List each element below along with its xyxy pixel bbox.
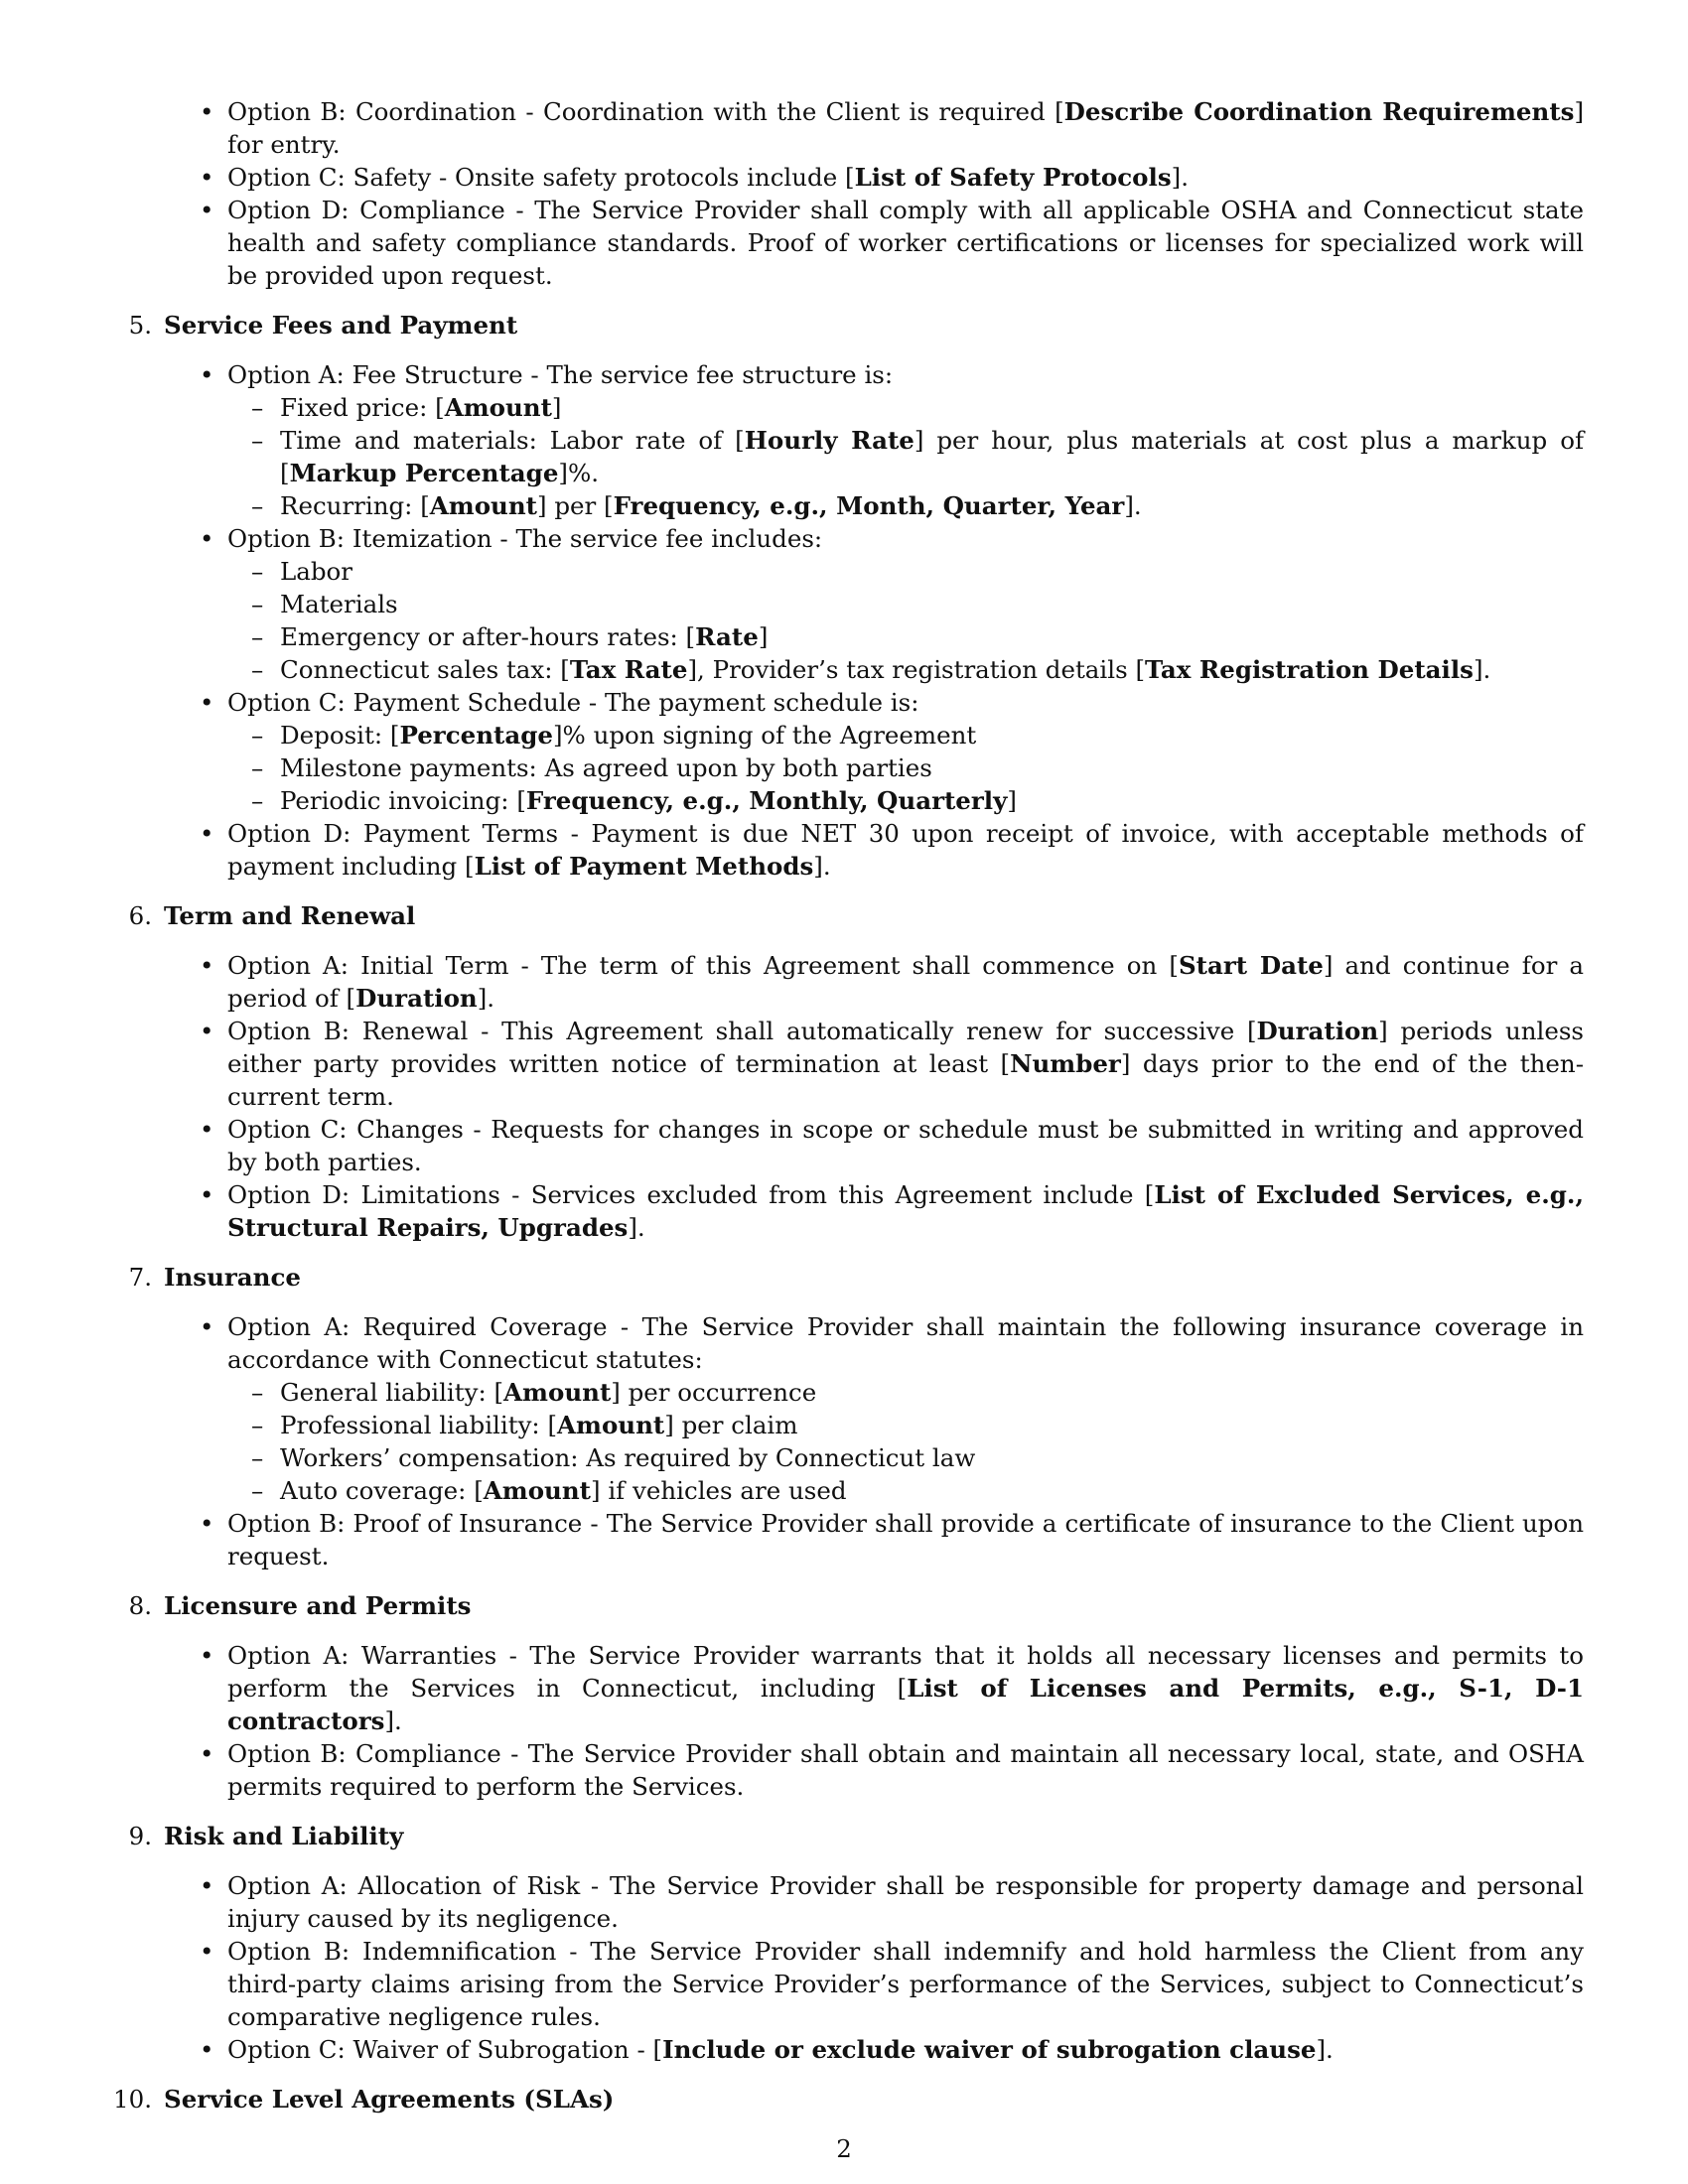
text-segment: ] days prior to the end of the then-current term. (227, 1049, 1584, 1111)
section-heading (128, 1261, 1584, 1294)
sub-item (164, 1441, 1584, 1474)
text-segment: ]. (1124, 491, 1142, 520)
text-segment: Option B: Indemnification - The Service Provider shall indemnify and hold harmless the Client from any third-party claims arising from the Service Provider’s performance of the Services, subject to Connecticut’s comparative negligence rules. (227, 1937, 1584, 2031)
text-segment: Fixed price: [ (280, 393, 445, 422)
sub-item-list (227, 391, 1584, 522)
section-heading (128, 309, 1584, 341)
option-item (164, 194, 1584, 292)
option-item (164, 161, 1584, 194)
text-segment: Labor (280, 557, 353, 586)
placeholder-field: Duration (1256, 1017, 1379, 1045)
placeholder-field: Amount (503, 1378, 612, 1407)
placeholder-field: Tax Registration Details (1145, 655, 1474, 684)
text-segment: Professional liability: [ (280, 1411, 558, 1439)
option-item (164, 1113, 1584, 1178)
placeholder-field: Amount (483, 1476, 591, 1505)
text-segment: ] if vehicles are used (591, 1476, 847, 1505)
option-list (164, 358, 1584, 883)
text-segment: Option A: Initial Term - The term of this Agreement shall commence on [ (227, 951, 1179, 980)
placeholder-field: Number (1010, 1049, 1121, 1078)
text-segment: Auto coverage: [ (280, 1476, 484, 1505)
placeholder-field: Tax Rate (569, 655, 688, 684)
option-item (164, 2033, 1584, 2066)
sub-item (164, 620, 1584, 653)
text-segment: ]. (1473, 655, 1491, 684)
text-segment: ] per hour, plus materials at cost plus a markup of [ (280, 426, 1585, 487)
sub-item (164, 391, 1584, 424)
text-segment: ]%. (558, 459, 600, 487)
placeholder-field: Duration (355, 984, 478, 1013)
text-segment: Option B: Compliance - The Service Provider shall obtain and maintain all necessary local, state, and OSHA permits required to perform the Services. (227, 1739, 1584, 1801)
section-number: 5. (128, 311, 152, 340)
placeholder-field: List of Licenses and Permits, e.g., S-1, D-1 contractors (227, 1674, 1585, 1735)
section-heading (128, 1589, 1584, 1622)
text-segment: Option B: Renewal - This Agreement shall automatically renew for successive [ (227, 1017, 1257, 1045)
section-title: Licensure and Permits (164, 1591, 472, 1620)
option-item (164, 1639, 1584, 1737)
section-title: Service Fees and Payment (164, 311, 518, 340)
text-segment: ] and continue for a period of [ (227, 951, 1584, 1013)
placeholder-field: Rate (695, 622, 759, 651)
text-segment: Option C: Waiver of Subrogation - [ (227, 2035, 663, 2064)
option-item (164, 1935, 1584, 2033)
section-title: Risk and Liability (164, 1822, 404, 1850)
section-number: 9. (128, 1822, 152, 1850)
section-number: 7. (128, 1263, 152, 1292)
placeholder-field: Start Date (1178, 951, 1324, 980)
section-heading (128, 899, 1584, 932)
text-segment: ] periods unless either party provides written notice of termination at least [ (227, 1017, 1584, 1078)
text-segment: ]. (384, 1706, 402, 1735)
option-item (164, 817, 1584, 883)
option-list (164, 949, 1584, 1244)
text-segment: Option C: Changes - Requests for changes in scope or schedule must be submitted in writing and approved by both parties. (227, 1115, 1584, 1176)
text-segment: ]. (628, 1213, 645, 1242)
sub-item (164, 751, 1584, 784)
option-list (164, 1639, 1584, 1803)
placeholder-field: List of Safety Protocols (854, 163, 1172, 192)
text-segment: Option A: Required Coverage - The Service Provider shall maintain the following insurance coverage in accordance with Connecticut statutes: (227, 1312, 1584, 1374)
text-segment: ] (551, 393, 562, 422)
placeholder-field: Amount (557, 1411, 665, 1439)
sub-item (164, 719, 1584, 751)
text-segment: ]% upon signing of the Agreement (552, 721, 977, 750)
text-segment: Materials (280, 590, 398, 618)
text-segment: Option B: Itemization - The service fee includes: (227, 524, 823, 553)
placeholder-field: Hourly Rate (744, 426, 914, 455)
text-segment: Milestone payments: As agreed upon by both parties (280, 753, 932, 782)
placeholder-field: List of Payment Methods (474, 852, 814, 881)
text-segment: Option B: Proof of Insurance - The Service Provider shall provide a certificate of insurance to the Client upon request. (227, 1509, 1584, 1570)
text-segment: Deposit: [ (280, 721, 400, 750)
text-segment: ]. (813, 852, 831, 881)
text-segment: Option D: Limitations - Services excluded from this Agreement include [ (227, 1180, 1155, 1209)
option-item (164, 1869, 1584, 1935)
text-segment: ] per claim (664, 1411, 798, 1439)
text-segment: ]. (1316, 2035, 1334, 2064)
sub-item (164, 555, 1584, 588)
placeholder-field: Percentage (399, 721, 553, 750)
option-item (164, 1178, 1584, 1244)
sub-item (164, 1376, 1584, 1409)
sub-item (164, 489, 1584, 522)
section-title: Term and Renewal (164, 901, 416, 930)
text-segment: Option D: Payment Terms - Payment is due NET 30 upon receipt of invoice, with acceptable methods of payment including [ (227, 819, 1584, 881)
text-segment: ] for entry. (227, 97, 1584, 159)
option-item (164, 522, 1584, 686)
section-number: 6. (128, 901, 152, 930)
placeholder-field: Describe Coordination Requirements (1063, 97, 1575, 126)
section-title: Insurance (164, 1263, 301, 1292)
text-segment: ]. (477, 984, 495, 1013)
text-segment: ], Provider’s tax registration details [ (687, 655, 1146, 684)
option-item (164, 1507, 1584, 1572)
placeholder-field: Amount (429, 491, 537, 520)
text-segment: Time and materials: Labor rate of [ (280, 426, 745, 455)
sub-item (164, 653, 1584, 686)
option-item (164, 1737, 1584, 1803)
text-segment: Option C: Payment Schedule - The payment schedule is: (227, 688, 919, 717)
option-item (164, 95, 1584, 161)
text-segment: Option A: Fee Structure - The service fee structure is: (227, 360, 894, 389)
sub-item (164, 588, 1584, 620)
placeholder-field: Include or exclude waiver of subrogation clause (662, 2035, 1317, 2064)
text-segment: Option C: Safety - Onsite safety protocols include [ (227, 163, 855, 192)
sub-item-list (227, 719, 1584, 817)
document-body (113, 95, 1585, 2132)
text-segment: General liability: [ (280, 1378, 504, 1407)
section-title: Service Level Agreements (SLAs) (164, 2085, 615, 2114)
sub-item (164, 1474, 1584, 1507)
placeholder-field: Markup Percentage (289, 459, 559, 487)
section-heading (128, 1820, 1584, 1852)
option-item (164, 1310, 1584, 1507)
sub-item-list (227, 1376, 1584, 1507)
section-number: 10. (113, 2085, 152, 2114)
placeholder-field: List of Excluded Services, e.g., Structural Repairs, Upgrades (227, 1180, 1584, 1242)
option-list (164, 1869, 1584, 2066)
intro-option-list (164, 95, 1584, 292)
section-heading (113, 2083, 1584, 2116)
option-item (164, 949, 1584, 1015)
text-segment: Connecticut sales tax: [ (280, 655, 570, 684)
sections-container (113, 309, 1585, 2116)
option-list (164, 1310, 1584, 1572)
text-segment: Option A: Warranties - The Service Provider warrants that it holds all necessary licenses and permits to perform the Services in Connecticut, including [ (227, 1641, 1584, 1703)
text-segment: Emergency or after-hours rates: [ (280, 622, 696, 651)
text-segment: ] per [ (537, 491, 614, 520)
text-segment: Workers’ compensation: As required by Connecticut law (280, 1443, 976, 1472)
placeholder-field: Frequency, e.g., Month, Quarter, Year (613, 491, 1125, 520)
sub-item (164, 784, 1584, 817)
text-segment: Option B: Coordination - Coordination with the Client is required [ (227, 97, 1064, 126)
placeholder-field: Amount (444, 393, 552, 422)
option-item (164, 1015, 1584, 1113)
sub-item (164, 1409, 1584, 1441)
sub-item-list (227, 555, 1584, 686)
text-segment: ]. (1171, 163, 1189, 192)
text-segment: ] per occurrence (611, 1378, 817, 1407)
section-number: 8. (128, 1591, 152, 1620)
sub-item (164, 424, 1584, 489)
page-number: 2 (836, 2134, 852, 2163)
text-segment: Option D: Compliance - The Service Provider shall comply with all applicable OSHA and Connecticut state health and safety compliance standards. Proof of worker certifications or licenses for specialized work will be provided upon request. (227, 196, 1584, 290)
option-item (164, 358, 1584, 522)
text-segment: Periodic invoicing: [ (280, 786, 526, 815)
text-segment: ] (1007, 786, 1017, 815)
text-segment: Option A: Allocation of Risk - The Service Provider shall be responsible for property damage and personal injury caused by its negligence. (227, 1871, 1584, 1933)
option-item (164, 686, 1584, 817)
text-segment: Recurring: [ (280, 491, 430, 520)
text-segment: ] (758, 622, 769, 651)
placeholder-field: Frequency, e.g., Monthly, Quarterly (525, 786, 1008, 815)
